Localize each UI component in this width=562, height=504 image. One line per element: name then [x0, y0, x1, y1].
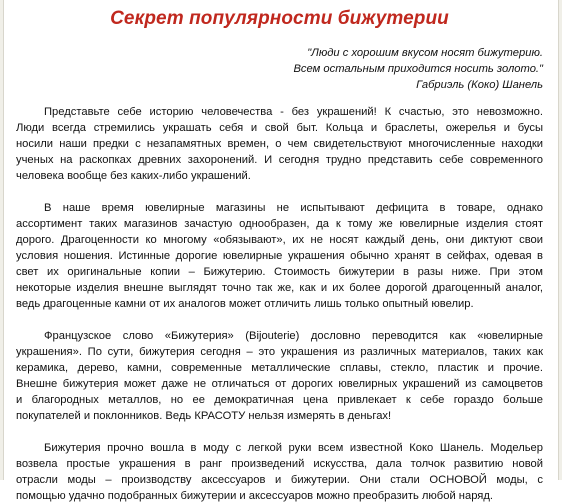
paragraph-line: отрасли моды – производству аксессуаров и бижутерии. Они стали ОСНОВОЙ моды, с: [16, 474, 543, 486]
paragraph-line: Бижутерия прочно вошла в моду с легкой руки всем известной Коко Шанель. Модельер: [44, 442, 543, 454]
article-title: Секрет популярности бижутерии: [110, 8, 449, 29]
paragraph-line: Люди всегда стремились украшать себя и свой быт. Кольца и браслеты, ожерелья и бусы: [16, 122, 543, 134]
paragraph-line: ведь драгоценные камни от их аналогов может отличить лишь только опытный ювелир.: [16, 298, 474, 310]
paragraph-line: В наше время ювелирные магазины не испытывают дефицита в товаре, однако: [44, 202, 543, 214]
left-frame-border: [0, 0, 4, 480]
paragraph-line: некоторые изделия внешне выглядят точно так же, как и их более дорогой драгоценный аналог,: [16, 282, 543, 294]
paragraph-line: свет их оригинальные копии – Бижутерию. Стоимость бижутерии в разы ниже. При этом: [16, 266, 543, 278]
paragraph-1: [16, 104, 543, 184]
paragraph-line: керамика, дерево, камни, современные металлические сплавы, стекло, пластик и прочие.: [16, 362, 543, 374]
epigraph-author: Габриэль (Коко) Шанель: [416, 79, 543, 91]
paragraph-line: дорого. Драгоценности ко многому «обязывают», их не носят каждый день, они диктуют свои: [16, 234, 543, 246]
paragraph-line: носили наши предки с незапамятных времен, о чем свидетельствуют многочисленные находки: [16, 138, 543, 150]
paragraph-line: и благородных металлов, но ее демократичная цена привлекает к себе гораздо больше: [16, 394, 543, 406]
epigraph-line-2: Всем остальным приходится носить золото.": [293, 63, 543, 75]
paragraph-3: [16, 328, 543, 424]
epigraph-quote: [16, 45, 543, 93]
paragraph-line: человека вообще без каких-либо украшений.: [16, 170, 251, 182]
paragraph-line: Французское слово «Бижутерия» (Bijouterie) дословно переводится как «ювелирные: [44, 330, 543, 342]
paragraph-line: украшения». По сути, бижутерия сегодня – это украшения из различных материалов, таких как: [16, 346, 543, 358]
epigraph-line-1: "Люди с хорошим вкусом носят бижутерию.: [307, 47, 543, 59]
paragraph-line: Внешне бижутерия может даже не отличаться от дорогих ювелирных украшений из самоцветов: [16, 378, 543, 390]
paragraph-line: помощью удачно подобранных бижутерии и аксессуаров можно преобразить любой наряд.: [16, 490, 493, 502]
paragraph-2: [16, 200, 543, 312]
article-body: [16, 0, 543, 504]
paragraph-line: покупателей и поклонников. Ведь КРАСОТУ нельзя измерять в деньгах!: [16, 410, 392, 422]
paragraph-line: условия ношения. Истинные дорогие ювелирные украшения обычно хранят в сейфах, одевая в: [16, 250, 543, 262]
paragraph-line: Представьте себе историю человечества - без украшений! К счастью, это невозможно.: [44, 106, 543, 118]
paragraph-line: ассортимент таких магазинов зачастую однообразен, да к тому же ювелирные изделия стоят: [16, 218, 543, 230]
paragraph-line: ученых на раскопках древних захоронений. И сегодня трудно представить себе современного: [16, 154, 543, 166]
paragraph-4: [16, 440, 543, 504]
paragraph-line: возвела простые украшения в ранг произведений искусства, дала толчок развитию новой: [16, 458, 543, 470]
right-frame-border: [558, 0, 562, 480]
